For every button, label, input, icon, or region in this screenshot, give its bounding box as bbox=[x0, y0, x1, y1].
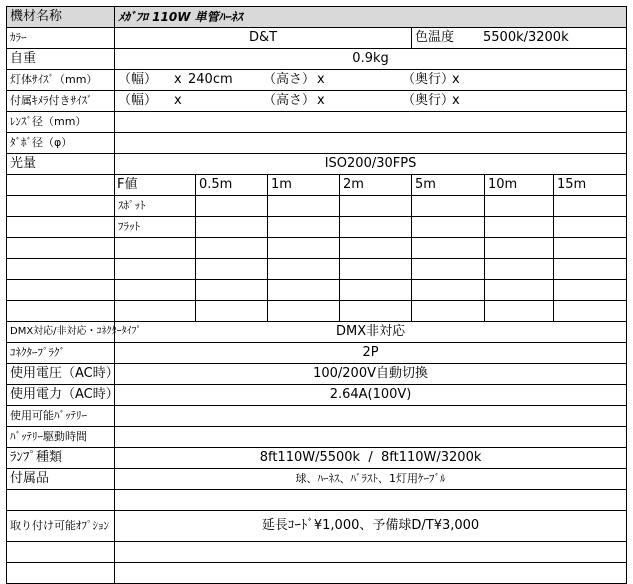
color-temp-cell bbox=[412, 28, 627, 49]
light-row bbox=[7, 154, 627, 175]
col-2m: 2m bbox=[340, 175, 412, 196]
connector-value: 2P bbox=[115, 343, 627, 364]
lens-row bbox=[7, 112, 627, 133]
height-label: （高さ） bbox=[263, 72, 316, 87]
battery-value bbox=[115, 406, 627, 427]
weight-label: 自重 bbox=[7, 49, 115, 70]
photometric-header-row bbox=[7, 175, 627, 196]
accessories-label: 付属品 bbox=[7, 469, 115, 490]
lamp-label: ﾗﾝﾌﾟ種類 bbox=[7, 448, 115, 469]
power-value: 2.64A(100V) bbox=[115, 385, 627, 406]
light-label: 光量 bbox=[7, 154, 115, 175]
equipment-name-value: ﾒｶﾞﾌﾛ 110W 単管ﾊｰﾈｽ bbox=[115, 7, 627, 28]
options-label: 取り付け可能ｵﾌﾟｼｮﾝ bbox=[7, 511, 115, 542]
blank-row bbox=[7, 563, 627, 584]
lamp-row bbox=[7, 448, 627, 469]
color-temp-value: 5500k/3200k bbox=[483, 30, 569, 45]
col-1m: 1m bbox=[268, 175, 340, 196]
blank-row bbox=[7, 542, 627, 563]
voltage-label: 使用電圧（AC時） bbox=[7, 364, 115, 385]
col-0-5m: 0.5m bbox=[196, 175, 268, 196]
dabo-row bbox=[7, 133, 627, 154]
color-value: D&T bbox=[115, 28, 412, 49]
mode-spot: ｽﾎﾟｯﾄ bbox=[115, 196, 196, 217]
col-5m: 5m bbox=[412, 175, 485, 196]
color-label: ｶﾗｰ bbox=[7, 28, 115, 49]
spec-sheet bbox=[6, 6, 626, 573]
photometric-row bbox=[7, 196, 627, 217]
height-label: （高さ） bbox=[263, 93, 316, 108]
voltage-value: 100/200V自動切換 bbox=[115, 364, 627, 385]
lens-value bbox=[115, 112, 627, 133]
width-x: x bbox=[174, 93, 182, 108]
body-size-row bbox=[7, 70, 627, 91]
width-x: x bbox=[174, 72, 182, 87]
col-15m: 15m bbox=[554, 175, 627, 196]
power-row bbox=[7, 385, 627, 406]
photometric-row bbox=[7, 238, 627, 259]
blank-row bbox=[7, 490, 627, 511]
header-row bbox=[7, 7, 627, 28]
battery-time-label: ﾊﾞｯﾃﾘｰ駆動時間 bbox=[7, 427, 115, 448]
dabo-value bbox=[115, 133, 627, 154]
battery-row bbox=[7, 406, 627, 427]
height-x: x bbox=[317, 93, 325, 108]
weight-value: 0.9kg bbox=[115, 49, 627, 70]
photometric-blank bbox=[7, 175, 115, 196]
mount-size-row bbox=[7, 91, 627, 112]
color-row bbox=[7, 28, 627, 49]
options-value: 延長ｺｰﾄﾞ¥1,000、予備球D/T¥3,000 bbox=[115, 511, 627, 542]
battery-label: 使用可能ﾊﾞｯﾃﾘｰ bbox=[7, 406, 115, 427]
photometric-row bbox=[7, 217, 627, 238]
voltage-row bbox=[7, 364, 627, 385]
width-label: （幅） bbox=[118, 93, 158, 108]
photometric-row bbox=[7, 280, 627, 301]
dmx-value: DMX非対応 bbox=[115, 322, 627, 343]
spec-table bbox=[6, 6, 627, 584]
col-f-value: F値 bbox=[115, 175, 196, 196]
dmx-label: DMX対応/非対応・ｺﾈｸﾀｰﾀｲﾌﾟ bbox=[7, 322, 115, 343]
body-size-value bbox=[115, 70, 627, 91]
accessories-row bbox=[7, 469, 627, 490]
body-size-label: 灯体ｻｲｽﾞ（mm） bbox=[7, 70, 115, 91]
depth-x: x bbox=[452, 72, 460, 87]
width-label: （幅） bbox=[118, 72, 158, 87]
height-x: x bbox=[317, 72, 325, 87]
battery-time-value bbox=[115, 427, 627, 448]
dmx-row bbox=[7, 322, 627, 343]
photometric-row bbox=[7, 259, 627, 280]
accessories-value: 球、ﾊｰﾈｽ、ﾊﾞﾗｽﾄ、1灯用ｹｰﾌﾞﾙ bbox=[115, 469, 627, 490]
light-value: ISO200/30FPS bbox=[115, 154, 627, 175]
depth-x: x bbox=[452, 93, 460, 108]
connector-label: ｺﾈｸﾀｰﾌﾟﾗｸﾞ bbox=[7, 343, 115, 364]
power-label: 使用電力（AC時） bbox=[7, 385, 115, 406]
mount-size-label: 付属ｷﾒﾗ付きｻｲｽﾞ bbox=[7, 91, 115, 112]
connector-row bbox=[7, 343, 627, 364]
depth-label: （奥行） bbox=[402, 72, 455, 87]
photometric-row bbox=[7, 301, 627, 322]
battery-time-row bbox=[7, 427, 627, 448]
lamp-value: 8ft110W/5500k / 8ft110W/3200k bbox=[115, 448, 627, 469]
color-temp-label: 色温度 bbox=[415, 30, 455, 45]
options-row bbox=[7, 511, 627, 542]
col-10m: 10m bbox=[485, 175, 554, 196]
depth-label: （奥行） bbox=[402, 93, 455, 108]
equipment-name-label: 機材名称 bbox=[7, 7, 115, 28]
weight-row bbox=[7, 49, 627, 70]
lens-label: ﾚﾝｽﾞ径（mm） bbox=[7, 112, 115, 133]
mode-flat: ﾌﾗｯﾄ bbox=[115, 217, 196, 238]
mount-size-value bbox=[115, 91, 627, 112]
dabo-label: ﾀﾞﾎﾞ径（φ） bbox=[7, 133, 115, 154]
width-value: 240cm bbox=[188, 72, 233, 87]
